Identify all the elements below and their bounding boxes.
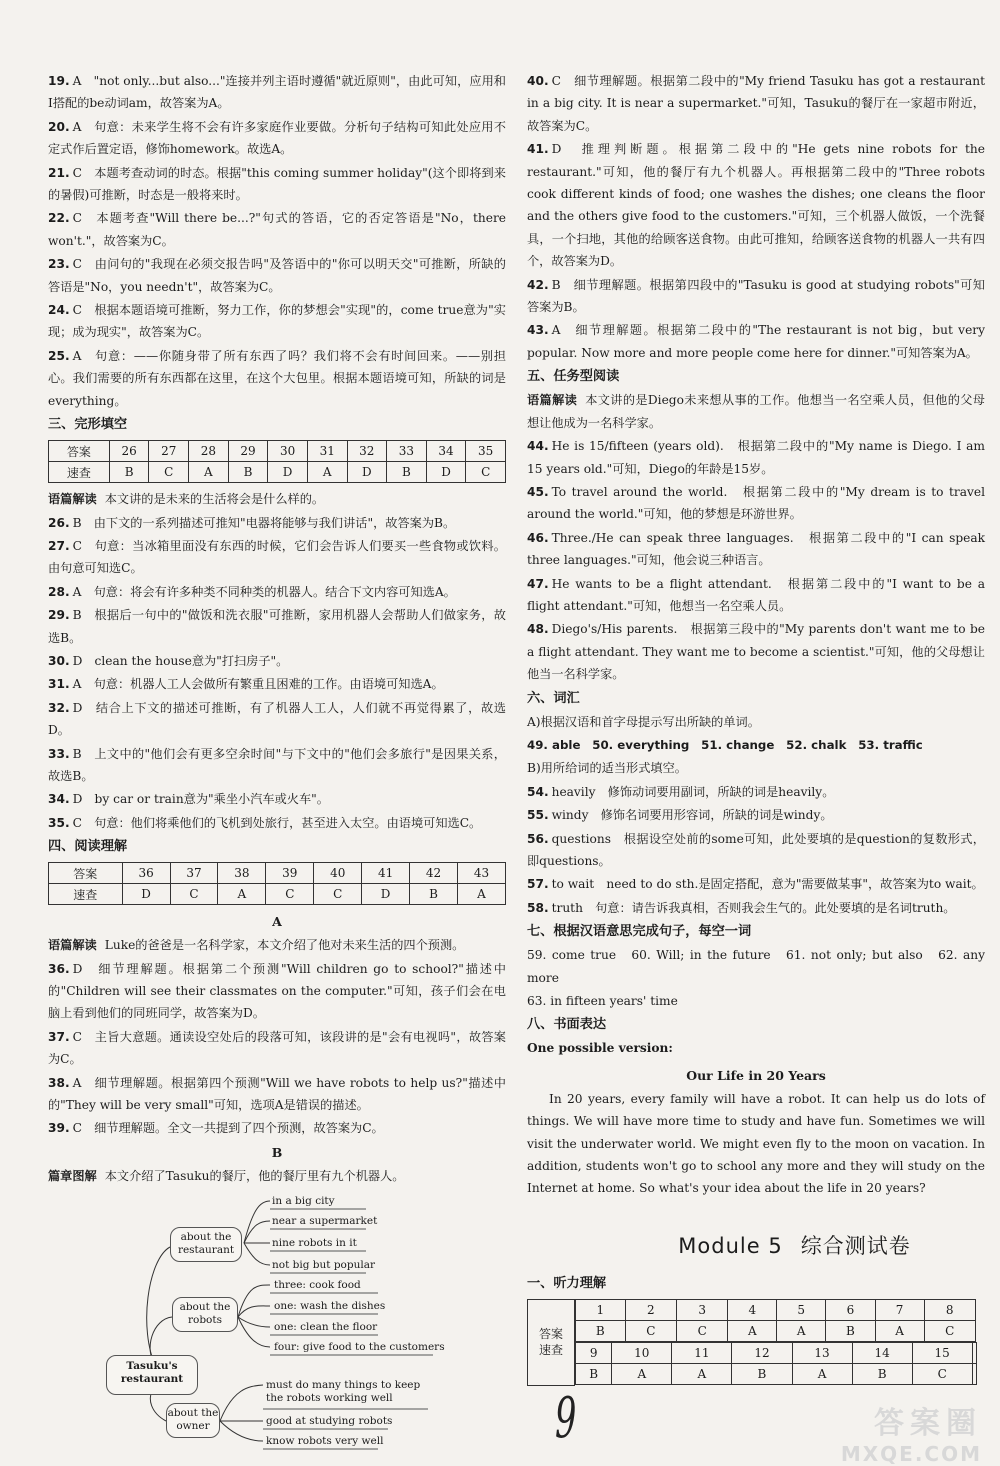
answer-item <box>527 897 985 919</box>
section-heading-cloze: 三、完形填空 <box>48 417 128 433</box>
item-number: 29. <box>48 608 70 623</box>
mind-map-branch-owner: about the owner <box>166 1403 220 1438</box>
mind-map-branch-restaurant: about the restaurant <box>170 1227 242 1262</box>
item-number: 30. <box>48 653 70 668</box>
table-cell: B <box>576 1364 612 1385</box>
item-number: 55. <box>527 808 549 823</box>
answer-item <box>48 1072 506 1117</box>
mind-map-leaf: nine robots in it <box>272 1237 357 1250</box>
table-cell: 3 <box>677 1300 728 1321</box>
right-column <box>527 70 985 1391</box>
table-cell: 答案 <box>49 863 123 884</box>
table-cell <box>972 1364 976 1385</box>
item-number: 35. <box>48 815 70 830</box>
table-cell: 9 <box>576 1343 612 1364</box>
table-cell: D <box>268 462 308 483</box>
answer-item <box>527 138 985 272</box>
table-cell: 27 <box>149 441 189 462</box>
item-number: 20. <box>48 119 70 134</box>
table-cell: 32 <box>347 441 387 462</box>
answer-item <box>527 804 985 826</box>
table-cell: A <box>792 1364 852 1385</box>
answer-item <box>48 299 506 344</box>
item-text: C 由问句的"我现在必须交报告吗"及答语中的"你可以明天交"可推断，所缺的答语是"No，you needn't"，故答案为C。 <box>48 257 506 294</box>
item-number: 47. <box>527 576 549 591</box>
table-cell: 5 <box>777 1300 826 1321</box>
version-label: One possible version: <box>527 1041 673 1056</box>
section-heading-sentences: 七、根据汉语意思完成句子，每空一词 <box>527 924 752 940</box>
table-cell: D <box>347 462 387 483</box>
section-heading-reading: 四、阅读理解 <box>48 839 128 855</box>
vocab-a-title: A)根据汉语和首字母提示写出所缺的单词。 <box>527 714 760 729</box>
table-cell: 35 <box>466 441 506 462</box>
table-cell: 4 <box>728 1300 777 1321</box>
mind-map-leaf: must do many things to keep the robots working well <box>266 1379 421 1405</box>
item-number: 26. <box>48 515 70 530</box>
answer-item <box>527 618 985 685</box>
table-cell: B <box>109 462 149 483</box>
table-cell: A <box>457 884 505 905</box>
item-number: 31. <box>48 677 70 692</box>
item-text: D 结合上下文的描述可推断，有了机器人工人，人们就不再觉得累了，故选D。 <box>48 700 506 738</box>
table-cell: C <box>314 884 362 905</box>
table-cell: A <box>875 1321 924 1342</box>
mind-map-center: Tasuku's restaurant <box>106 1355 198 1395</box>
item-text: D 推理判断题。根据第二段中的"He gets nine robots for the restaurant."可知，他的餐厅有九个机器人。再根据第二段中的"Three robots cook different kinds of food; one washes the dishes; one cleans the floor and the others give food to the customers."可知，三个机器人做饭，一个洗餐具，一个扫地，其他的给顾客送食物。由此可推知，给顾客送食物的机器人一共有四个，故答案为D。 <box>527 142 985 269</box>
item-number: 24. <box>48 303 70 318</box>
answer-item <box>48 70 506 115</box>
mind-map-leaf: good at studying robots <box>266 1415 393 1428</box>
table-cell: 28 <box>189 441 229 462</box>
mind-map <box>48 1189 506 1451</box>
table-cell: A <box>307 462 347 483</box>
item-text: A "not only...but also..."连接并列主语时遵循"就近原则"，由此可知，应用和I搭配的be动词am，故答案为A。 <box>48 74 506 111</box>
answer-item <box>527 527 985 572</box>
table-cell: A <box>612 1364 672 1385</box>
item-text: windy 修饰名词要用形容词，所缺的词是windy。 <box>551 808 833 823</box>
table-cell: 15 <box>912 1343 972 1364</box>
table-cell: 33 <box>387 441 427 462</box>
table-cell: 速查 <box>49 884 123 905</box>
answer-list-grammar <box>48 70 506 412</box>
mind-map-leaf: one: clean the floor <box>274 1321 378 1334</box>
mind-map-leaf: know robots very well <box>266 1435 384 1448</box>
answer-list-task-reading <box>527 435 985 685</box>
item-text: A 句意：——你随身带了所有东西了吗？我们将不会有时间回来。——别担心。我们需要的所有东西都在这里，在这个大包里。根据本题语境可知，所缺的词是everything。 <box>48 348 506 408</box>
item-text: He wants to be a flight attendant. 根据第二段中的"I want to be a flight attendant."可知，他想当一名空乘人员。 <box>527 576 985 613</box>
table-cell: B <box>410 884 458 905</box>
table-cell: 30 <box>268 441 308 462</box>
item-number: 21. <box>48 165 70 180</box>
table-cell: B <box>387 462 427 483</box>
listening-table-label: 答案 速查 <box>528 1299 575 1385</box>
item-text: D clean the house意为"打扫房子"。 <box>72 653 289 668</box>
item-number: 36. <box>48 961 70 976</box>
item-text: C 句意：当冰箱里面没有东西的时候，它们会告诉人们要买一些食物或饮料。由句意可知选C。 <box>48 538 506 576</box>
item-text: C 本题考查动词的时态。根据"this coming summer holiday"(这个即将到来的暑假)可推断，时态是一般将来时。 <box>48 165 506 203</box>
answer-item <box>48 162 506 207</box>
passage-b-label: B <box>271 1144 283 1160</box>
module-heading: Module 5 综合测试卷 <box>678 1233 911 1258</box>
sentence-answers-2: 63. in fifteen years' time <box>527 994 678 1009</box>
item-text: A 句意：将会有许多种类不同种类的机器人。结合下文内容可知选A。 <box>72 584 456 599</box>
mind-map-leaf: one: wash the dishes <box>274 1300 386 1313</box>
table-cell: 1 <box>576 1300 626 1321</box>
item-number: 41. <box>527 142 549 157</box>
answer-item <box>48 604 506 649</box>
item-number: 39. <box>48 1121 70 1136</box>
answer-item <box>527 781 985 803</box>
table-cell: A <box>777 1321 826 1342</box>
table-cell: 13 <box>792 1343 852 1364</box>
item-number: 58. <box>527 900 549 915</box>
item-text: questions 根据设空处前的some可知，此处要填的是question的复数形式，即questions。 <box>527 831 985 868</box>
answer-item <box>48 673 506 695</box>
answer-item <box>527 435 985 480</box>
table-cell: 41 <box>362 863 410 884</box>
table-cell: B <box>228 462 268 483</box>
item-text: C 句意：他们将乘他们的飞机到处旅行，甚至进入太空。由语境可知选C。 <box>72 815 482 830</box>
item-text: B 根据后一句中的"做饭和洗衣服"可推断，家用机器人会帮助人们做家务，故选B。 <box>48 608 506 645</box>
item-number: 22. <box>48 211 70 226</box>
table-cell: A <box>218 884 266 905</box>
item-number: 34. <box>48 792 70 807</box>
item-text: A 句意：未来学生将不会有许多家庭作业要做。分析句子结构可知此处应用不定式作后置定语，修饰homework。故选A。 <box>48 119 506 157</box>
item-text: C 根据本题语境可推断，努力工作，你的梦想会"实现"的，come true意为"实现；成为现实"，故答案为C。 <box>48 303 506 340</box>
item-number: 19. <box>48 74 70 88</box>
mind-map-leaf: three: cook food <box>274 1279 361 1292</box>
table-cell: B <box>826 1321 876 1342</box>
item-text: A 细节理解题。根据第四个预测"Will we have robots to help us?"描述中的"They will be very small"可知，选项A是错误的描述。 <box>48 1075 506 1113</box>
item-text: heavily 修饰动词要用副词，所缺的词是heavily。 <box>551 784 835 799</box>
item-text: To travel around the world. 根据第二段中的"My dream is to travel around the world."可知，他的梦想是环游世界。 <box>527 484 985 522</box>
table-cell: 7 <box>875 1300 924 1321</box>
answer-item <box>48 650 506 672</box>
item-number: 28. <box>48 584 70 599</box>
item-number: 38. <box>48 1075 70 1090</box>
table-cell: B <box>576 1321 626 1342</box>
table-cell: B <box>852 1364 912 1385</box>
passage-a-gist: 语篇解读 Luke的爸爸是一名科学家，本文介绍了他对未来生活的四个预测。 <box>48 938 465 953</box>
table-cell: 39 <box>266 863 314 884</box>
cloze-gist: 语篇解读 本文讲的是未来的生活将会是什么样的。 <box>48 492 325 507</box>
table-cell: B <box>732 1364 792 1385</box>
item-number: 45. <box>527 484 549 499</box>
item-text: to wait need to do sth.是固定搭配，意为"需要做某事"，故答案为to wait。 <box>551 877 984 892</box>
page-number: 9 <box>555 1386 577 1451</box>
table-cell: 答案 <box>49 441 110 462</box>
listening-answer-table <box>527 1299 977 1386</box>
mind-map-branch-robots: about the robots <box>172 1297 238 1332</box>
left-column <box>48 70 506 1451</box>
answer-item <box>527 573 985 618</box>
table-cell: C <box>266 884 314 905</box>
table-cell: 6 <box>826 1300 876 1321</box>
passage-b-gist: 篇章图解 本文介绍了Tasuku的餐厅，他的餐厅里有九个机器人。 <box>48 1168 405 1183</box>
answer-item <box>48 743 506 788</box>
essay-title: Our Life in 20 Years <box>686 1067 826 1083</box>
table-cell: 38 <box>218 863 266 884</box>
table-cell: C <box>912 1364 972 1385</box>
vocab-a-answers: 49. able 50. everything 51. change 52. chalk 53. traffic <box>527 737 923 752</box>
item-text: Diego's/His parents. 根据第三段中的"My parents don't want me to be a flight attendant. They want me to become a scientist."可知，他的父母想让他当一名科学家。 <box>527 622 985 682</box>
item-number: 37. <box>48 1029 70 1044</box>
table-cell: A <box>672 1364 732 1385</box>
reading-answer-table <box>48 862 506 905</box>
table-cell: 42 <box>410 863 458 884</box>
section-heading-writing: 八、书面表达 <box>527 1017 607 1033</box>
table-cell: D <box>122 884 170 905</box>
item-text: B 上文中的"他们会有更多空余时间"与下文中的"他们会多旅行"是因果关系，故选B。 <box>48 746 506 783</box>
table-cell: C <box>625 1321 676 1342</box>
item-number: 27. <box>48 538 70 553</box>
vocab-b-title: B)用所给词的适当形式填空。 <box>527 761 687 776</box>
item-number: 33. <box>48 746 70 761</box>
answer-item <box>48 535 506 580</box>
answer-item <box>527 481 985 526</box>
item-text: D by car or train意为"乘坐小汽车或火车"。 <box>72 792 329 807</box>
item-text: He is 15/fifteen (years old). 根据第二段中的"My name is Diego. I am 15 years old."可知，Diego的年龄是15岁。 <box>527 439 985 476</box>
item-number: 54. <box>527 784 549 799</box>
item-text: C 细节理解题。全文一共提到了四个预测，故答案为C。 <box>72 1121 384 1136</box>
item-text: D 细节理解题。根据第二个预测"Will children go to school?"描述中的"Children will see their classmates on the computer."可知，孩子们会在电脑上看到他们的同班同学，故答案为D。 <box>48 961 506 1021</box>
answer-list-reading-b <box>527 70 985 364</box>
item-number: 57. <box>527 877 549 892</box>
sentence-answers-1: 59. come true 60. Will; in the future 61. not only; but also 62. any more <box>527 948 985 985</box>
item-number: 48. <box>527 622 549 637</box>
table-cell: A <box>189 462 229 483</box>
table-cell: C <box>170 884 218 905</box>
answer-item <box>48 253 506 298</box>
answer-item <box>527 873 985 895</box>
item-number: 43. <box>527 323 549 338</box>
answer-item <box>527 319 985 364</box>
table-cell <box>972 1343 976 1364</box>
table-cell: D <box>426 462 466 483</box>
table-cell: 40 <box>314 863 362 884</box>
answer-item <box>48 812 506 834</box>
item-number: 40. <box>527 74 549 88</box>
item-number: 32. <box>48 700 70 715</box>
table-cell: 11 <box>672 1343 732 1364</box>
section-heading-task-reading: 五、任务型阅读 <box>527 369 620 385</box>
item-number: 44. <box>527 439 549 454</box>
answer-item <box>48 207 506 252</box>
item-number: 46. <box>527 530 549 545</box>
cloze-answer-table <box>48 440 506 483</box>
item-number: 23. <box>48 257 70 272</box>
table-cell: 31 <box>307 441 347 462</box>
answer-list-vocab-b <box>527 781 985 919</box>
passage-a-label: A <box>272 914 282 930</box>
item-text: C 细节理解题。根据第二段中的"My friend Tasuku has got a restaurant in a big city. It is near a supermarket."可知，Tasuku的餐厅在一家超市附近，故答案为C。 <box>527 74 985 133</box>
table-cell: 26 <box>109 441 149 462</box>
answer-item <box>48 1026 506 1071</box>
table-cell: C <box>466 462 506 483</box>
listening-subtable <box>575 1342 977 1385</box>
answer-item <box>527 70 985 137</box>
item-text: B 由下文的一系列描述可推知"电器将能够与我们讲话"，故答案为B。 <box>72 515 456 530</box>
answer-item <box>48 116 506 161</box>
answer-item <box>48 697 506 742</box>
essay-body: In 20 years, every family will have a robot. It can help us do lots of things. We will have more time to study and have fun. Sometimes we will visit the underwater world. We might even fly to the moon on vacation. In addition, students won't go to school any more and they will study on the Internet at home. So what's your idea about the life in 20 years? <box>527 1091 985 1196</box>
table-cell: 34 <box>426 441 466 462</box>
mind-map-leaf: not big but popular <box>272 1259 375 1272</box>
task-reading-gist: 语篇解读 本文讲的是Diego未来想从事的工作。他想当一名空乘人员，但他的父母想让他成为一名科学家。 <box>527 393 985 430</box>
answer-item <box>48 581 506 603</box>
item-text: A 句意：机器人工人会做所有繁重且困难的工作。由语境可知选A。 <box>72 677 444 692</box>
table-cell: 43 <box>457 863 505 884</box>
listening-subtable <box>575 1299 976 1342</box>
watermark: 答案圈 MXQE.COM <box>840 1406 982 1466</box>
item-text: C 主旨大意题。通读设空处后的段落可知，该段讲的是"会有电视吗"，故答案为C。 <box>48 1029 506 1067</box>
answer-item <box>48 958 506 1025</box>
table-cell: 12 <box>732 1343 792 1364</box>
answer-list-cloze <box>48 512 506 835</box>
answer-item <box>48 1117 506 1139</box>
item-number: 56. <box>527 831 549 846</box>
item-number: 42. <box>527 277 549 292</box>
table-cell: D <box>362 884 410 905</box>
table-cell: 37 <box>170 863 218 884</box>
answer-item <box>48 345 506 412</box>
table-cell: 29 <box>228 441 268 462</box>
table-cell: 8 <box>924 1300 976 1321</box>
mind-map-leaf: near a supermarket <box>272 1215 378 1228</box>
table-cell: 2 <box>625 1300 676 1321</box>
table-cell: 14 <box>852 1343 912 1364</box>
answer-item <box>527 828 985 873</box>
answer-item <box>48 788 506 810</box>
item-text: Three./He can speak three languages. 根据第二段中的"I can speak three languages."可知，他会说三种语言。 <box>527 530 985 568</box>
table-cell: 10 <box>612 1343 672 1364</box>
item-text: B 细节理解题。根据第四段中的"Tasuku is good at studying robots"可知答案为B。 <box>527 277 985 315</box>
item-number: 25. <box>48 348 70 363</box>
mind-map-connectors <box>48 1189 506 1451</box>
table-cell: C <box>677 1321 728 1342</box>
table-cell: A <box>728 1321 777 1342</box>
table-cell: 速查 <box>49 462 110 483</box>
mind-map-leaf: four: give food to the customers <box>274 1341 445 1354</box>
answer-item <box>48 512 506 534</box>
section-heading-vocabulary: 六、词汇 <box>527 690 580 706</box>
item-text: A 细节理解题。根据第二段中的"The restaurant is not big，but very popular. Now more and more people come here for dinner."可知答案为A。 <box>527 323 985 360</box>
item-text: truth 句意：请告诉我真相，否则我会生气的。此处要填的是名词truth。 <box>551 900 956 915</box>
table-cell: 36 <box>122 863 170 884</box>
table-cell: C <box>149 462 189 483</box>
section-heading-listening: 一、听力理解 <box>527 1275 607 1291</box>
answer-list-reading-a <box>48 958 506 1140</box>
mind-map-leaf: in a big city <box>272 1195 335 1208</box>
table-cell: C <box>924 1321 976 1342</box>
item-text: C 本题考查"Will there be...?"句式的答语，它的否定答语是"No，there won't."，故答案为C。 <box>48 211 506 248</box>
answer-item <box>527 274 985 319</box>
